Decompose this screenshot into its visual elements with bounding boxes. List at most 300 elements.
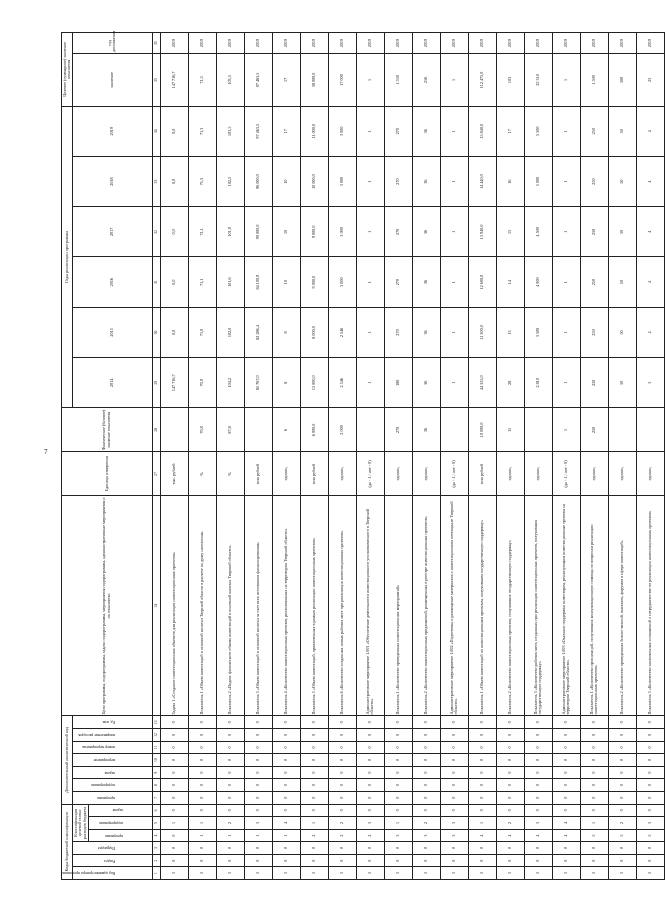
year-value-cell: 104,2 — [216, 358, 244, 408]
table-row — [412, 33, 440, 880]
target-year-cell: 2019 — [356, 33, 384, 54]
code-cell: 0 — [244, 766, 272, 779]
table-row — [608, 33, 636, 880]
target-year-cell: 2019 — [244, 33, 272, 54]
code-cell: 3 — [244, 817, 272, 830]
code-cell: 0 — [440, 754, 468, 767]
indicator-name-cell: Показатель 3 «Количество рабочих мест, созданных при реализации инвестиционных проектов, получивших государственную поддержку» — [524, 496, 552, 716]
year-value-cell: 50 — [608, 156, 636, 206]
code-cell: 3 — [188, 867, 216, 880]
year-value-cell: 1 — [552, 358, 580, 408]
year-value-cell: 71,1 — [188, 257, 216, 307]
code-cell: 0 — [384, 754, 412, 767]
target-year-cell: 2019 — [440, 33, 468, 54]
column-number-cell: 29 — [152, 358, 160, 408]
year-value-cell: 1 — [552, 106, 580, 156]
code-cell: 3 — [328, 867, 356, 880]
code-cell: 0 — [356, 729, 384, 742]
column-number-cell: 8 — [152, 779, 160, 792]
code-cell: 0 — [328, 804, 356, 817]
target-year-cell: 2019 — [216, 33, 244, 54]
code-cell: 0 — [300, 716, 328, 729]
code-cell: 0 — [552, 804, 580, 817]
rotated-page — [61, 30, 652, 880]
target-value-cell: 17 — [272, 54, 300, 106]
code-cell: 3 — [412, 867, 440, 880]
target-value-cell: 38 000,0 — [300, 54, 328, 106]
year-value-cell: 4 — [636, 106, 664, 156]
code-cell: 0 — [524, 791, 552, 804]
code-cell: 0 — [608, 729, 636, 742]
column-number-cell: 2 — [152, 854, 160, 867]
unit-cell: (да - 1 / нет - 0) — [356, 452, 384, 496]
code-cell: 0 — [384, 779, 412, 792]
code-cell: 0 — [328, 854, 356, 867]
code-cell: 0 — [412, 754, 440, 767]
code-cell: 3 — [412, 829, 440, 842]
code-cell: 0 — [580, 854, 608, 867]
unit-cell: млн рублей — [300, 452, 328, 496]
year-value-cell: 97 463,5 — [244, 106, 272, 156]
year-value-cell: 8 000,0 — [300, 307, 328, 357]
code-cell: 0 — [636, 791, 664, 804]
indicator-name-cell: Показатель 1 «Объем инвестиций по инвестиционным проектам, получившим государственную поддержку» — [468, 496, 496, 716]
unit-header: Единица измерения — [62, 452, 153, 496]
column-number-cell: 31 — [152, 257, 160, 307]
code-cell: 0 — [160, 729, 188, 742]
target-value-cell: 103,5 — [216, 54, 244, 106]
target-value-cell: 1 500 — [580, 54, 608, 106]
code-cell: 0 — [412, 791, 440, 804]
table-row — [636, 33, 664, 880]
year-value-cell: 1 — [356, 106, 384, 156]
code-cell: 0 — [412, 729, 440, 742]
year-value-cell: 1 — [356, 207, 384, 257]
year-value-cell: 1 — [440, 257, 468, 307]
target-value-cell: 216 — [412, 54, 440, 106]
target-value-cell: 71,3 — [188, 54, 216, 106]
year-value-cell: 14 440,0 — [468, 156, 496, 206]
table-row — [440, 33, 468, 880]
code-cell: 2 — [328, 829, 356, 842]
base-value-cell: 270 — [384, 408, 412, 452]
year-value-cell: 103,5 — [216, 106, 244, 156]
code-cell: 0 — [580, 791, 608, 804]
code-cell: 0 — [272, 741, 300, 754]
code-cell: 0 — [524, 766, 552, 779]
code-cell: 0 — [188, 716, 216, 729]
code-cell: 0 — [580, 754, 608, 767]
year-value-cell: 10 — [272, 207, 300, 257]
year-header: 2014 — [73, 358, 153, 408]
code-cell: 0 — [608, 842, 636, 855]
code-cell: 0 — [384, 741, 412, 754]
code-cell: 0 — [272, 791, 300, 804]
column-number-cell: 4 — [152, 829, 160, 842]
year-value-cell: 28 — [496, 358, 524, 408]
year-value-cell: 1 — [552, 156, 580, 206]
indicator-name-cell: Показатель 1 «Количество проведенных инвестиционных мероприятий» — [384, 496, 412, 716]
column-number-cell: 13 — [152, 716, 160, 729]
program-segment-header: подпрограмма — [88, 817, 152, 830]
code-cell: 0 — [244, 854, 272, 867]
code-cell: 0 — [300, 754, 328, 767]
code-cell: 0 — [356, 779, 384, 792]
code-cell: 0 — [272, 804, 300, 817]
code-cell: 0 — [188, 741, 216, 754]
code-cell: 3 — [216, 867, 244, 880]
year-value-cell: 71,3 — [188, 156, 216, 206]
year-value-cell: 250 — [580, 307, 608, 357]
code-cell: 0 — [440, 779, 468, 792]
year-value-cell: 5 000 — [524, 156, 552, 206]
code-cell: 0 — [496, 791, 524, 804]
code-cell: 0 — [188, 791, 216, 804]
year-value-cell: 16 — [496, 156, 524, 206]
activity-col-1: подпрограмма — [73, 779, 153, 792]
code-cell: 0 — [188, 754, 216, 767]
year-value-cell: 3 500 — [524, 307, 552, 357]
code-cell: 1 — [384, 817, 412, 830]
year-value-cell: 11 300,0 — [468, 307, 496, 357]
code-cell: 0 — [412, 766, 440, 779]
base-value-cell: 6 — [272, 408, 300, 452]
target-year-cell: 2019 — [384, 33, 412, 54]
year-value-cell: 250 — [580, 106, 608, 156]
years-group-header: Годы реализации программы — [62, 106, 73, 408]
code-cell: 0 — [412, 804, 440, 817]
year-value-cell: 1 — [356, 156, 384, 206]
year-value-cell: 15 — [496, 207, 524, 257]
code-cell: 0 — [160, 716, 188, 729]
code-cell: 0 — [608, 779, 636, 792]
code-cell: 3 — [608, 867, 636, 880]
code-cell: 0 — [300, 741, 328, 754]
code-cell: 3 — [300, 867, 328, 880]
year-value-cell: 44 355,0 — [468, 358, 496, 408]
code-cell: 1 — [188, 829, 216, 842]
activity-col-6: Ед. изм. — [73, 716, 153, 729]
code-cell: 0 — [384, 842, 412, 855]
code-cell: 0 — [636, 766, 664, 779]
year-value-cell: 2 546 — [328, 307, 356, 357]
code-cell: 0 — [468, 854, 496, 867]
code-cell: 0 — [524, 842, 552, 855]
year-value-cell: 1 — [440, 156, 468, 206]
base-value-cell: 1 — [552, 408, 580, 452]
code-cell: 0 — [524, 754, 552, 767]
code-cell: 0 — [272, 842, 300, 855]
activity-col-5: направление расходов — [73, 729, 153, 742]
year-value-cell: 70,9 — [188, 358, 216, 408]
code-cell: 0 — [244, 779, 272, 792]
year-value-cell: 84 100,9 — [244, 257, 272, 307]
table-row — [468, 33, 496, 880]
admin-code-header: Код администратора программы — [73, 867, 153, 880]
target-year-cell: 2019 — [160, 33, 188, 54]
code-cell: 0 — [412, 842, 440, 855]
year-value-cell: 8 — [272, 307, 300, 357]
code-cell: 0 — [608, 854, 636, 867]
unit-cell: единиц — [328, 452, 356, 496]
target-code-header: Классификация целевой статьи расходов бюджета — [73, 804, 89, 842]
code-cell: 0 — [160, 804, 188, 817]
unit-cell: % — [188, 452, 216, 496]
year-value-cell: 250 — [580, 156, 608, 206]
code-cell: 0 — [580, 779, 608, 792]
base-value-cell — [608, 408, 636, 452]
target-value-cell: 103 — [496, 54, 524, 106]
code-cell: 2 — [496, 817, 524, 830]
code-cell: 0 — [412, 854, 440, 867]
year-header: 2017 — [73, 207, 153, 257]
unit-cell: единиц — [608, 452, 636, 496]
code-cell: 4 — [468, 829, 496, 842]
year-header: 2018 — [73, 156, 153, 206]
code-cell: 3 — [440, 817, 468, 830]
code-cell: 0 — [636, 779, 664, 792]
year-value-cell: 4 500 — [524, 207, 552, 257]
year-value-cell: 3 000 — [328, 156, 356, 206]
year-value-cell: 180 — [384, 358, 412, 408]
year-value-cell: 50 — [608, 257, 636, 307]
code-cell: 0 — [328, 779, 356, 792]
program-indicators-table — [61, 32, 665, 880]
year-value-cell: 250 — [580, 358, 608, 408]
table-body — [160, 33, 664, 880]
code-cell: 0 — [216, 729, 244, 742]
column-number-cell: 10 — [152, 754, 160, 767]
code-cell: 0 — [524, 804, 552, 817]
activity-header: Дополнительный аналитический код — [62, 716, 73, 804]
code-cell: 0 — [440, 804, 468, 817]
code-cell: 0 — [524, 741, 552, 754]
year-value-cell: 50 — [608, 307, 636, 357]
year-value-cell: 1 — [356, 358, 384, 408]
year-value-cell: 71,1 — [188, 207, 216, 257]
table-row — [496, 33, 524, 880]
code-cell: 0 — [580, 716, 608, 729]
target-year-cell: 2019 — [636, 33, 664, 54]
target-value-cell: 97 463,5 — [244, 54, 272, 106]
table-row — [272, 33, 300, 880]
code-cell: 3 — [552, 867, 580, 880]
code-cell: 0 — [356, 791, 384, 804]
code-cell: 0 — [412, 779, 440, 792]
column-number-cell: 33 — [152, 156, 160, 206]
code-cell: 0 — [160, 754, 188, 767]
code-cell: 0 — [468, 741, 496, 754]
code-cell: 0 — [524, 729, 552, 742]
code-cell: 0 — [608, 766, 636, 779]
column-number-cell: 9 — [152, 766, 160, 779]
target-year-cell: 2019 — [496, 33, 524, 54]
code-cell: 0 — [188, 766, 216, 779]
base-value-cell: 10 000,0 — [468, 408, 496, 452]
code-cell: 0 — [608, 804, 636, 817]
program-segment-header: задача — [88, 804, 152, 817]
target-value-cell: 1 — [552, 54, 580, 106]
base-value-cell — [636, 408, 664, 452]
year-value-cell: 36 — [412, 307, 440, 357]
year-value-cell: 0,0 — [160, 307, 188, 357]
table-row — [580, 33, 608, 880]
unit-cell: млн рублей — [244, 452, 272, 496]
activity-col-0: программа — [73, 791, 153, 804]
year-value-cell: 36 — [412, 106, 440, 156]
year-value-cell: 12 600,0 — [468, 257, 496, 307]
code-cell: 0 — [524, 854, 552, 867]
year-value-cell: 3 000 — [328, 207, 356, 257]
code-cell: 0 — [356, 804, 384, 817]
year-value-cell: 17 — [496, 106, 524, 156]
year-value-cell: 71,3 — [188, 106, 216, 156]
code-cell: 0 — [272, 729, 300, 742]
target-value-cell: 112 475,0 — [468, 54, 496, 106]
code-cell: 0 — [384, 804, 412, 817]
code-cell: 0 — [608, 791, 636, 804]
code-cell: 0 — [496, 754, 524, 767]
code-cell: 0 — [412, 741, 440, 754]
code-cell: 0 — [440, 842, 468, 855]
year-value-cell: 3 000 — [328, 106, 356, 156]
indicator-name-cell: Административное мероприятие 1.002 «Подготовка и размещение материалов о инвестиционном потенциале Тверской области» — [440, 496, 468, 716]
indicator-name-cell: Показатель 2 «Индекс физического объема инвестиций в основной капитал Тверской области» — [216, 496, 244, 716]
target-value-cell: 25 310 — [524, 54, 552, 106]
base-value-cell — [244, 408, 272, 452]
indicator-name-cell: Административное мероприятие 1.001 «Обеспечение деятельности инвестиционного уполномоченного в Тверской области» — [356, 496, 384, 716]
year-value-cell: 1 — [552, 257, 580, 307]
year-value-cell: 1 — [440, 106, 468, 156]
column-number-cell: 34 — [152, 106, 160, 156]
code-cell: 0 — [160, 854, 188, 867]
table-row — [524, 33, 552, 880]
code-cell: 0 — [440, 741, 468, 754]
code-cell: 3 — [272, 867, 300, 880]
code-cell: 0 — [356, 754, 384, 767]
year-value-cell: 1 — [356, 257, 384, 307]
code-cell: 3 — [160, 867, 188, 880]
code-cell: 0 — [384, 766, 412, 779]
year-value-cell: 17 — [272, 106, 300, 156]
year-value-cell: 1 — [356, 307, 384, 357]
base-value-cell: 250 — [580, 408, 608, 452]
code-cell: 0 — [328, 842, 356, 855]
code-cell: 0 — [580, 804, 608, 817]
code-cell: 0 — [552, 854, 580, 867]
code-cell: 3 — [496, 867, 524, 880]
code-cell: 0 — [272, 766, 300, 779]
target-year-cell: 2019 — [328, 33, 356, 54]
target-year-cell: 2019 — [300, 33, 328, 54]
code-cell: 0 — [496, 842, 524, 855]
code-cell: 3 — [524, 817, 552, 830]
code-cell: 0 — [216, 716, 244, 729]
indicator-name-cell: Показатель 1 «Количество организаций, получивших консультационную помощь по вопросам реализации инвестиционных проектов» — [580, 496, 608, 716]
base-value-cell — [524, 408, 552, 452]
year-value-cell: 2 546 — [328, 358, 356, 408]
target-header: Целевое (суммарное) значение показателя — [62, 33, 73, 107]
year-value-cell: 5 500 — [524, 106, 552, 156]
code-cell: 2 — [328, 817, 356, 830]
year-value-cell: 9 000,0 — [300, 257, 328, 307]
section-header: Раздел — [73, 854, 153, 867]
year-value-cell: 270 — [384, 257, 412, 307]
code-cell: 0 — [608, 716, 636, 729]
code-cell: 0 — [496, 804, 524, 817]
code-cell: 3 — [636, 867, 664, 880]
code-cell: 0 — [216, 741, 244, 754]
year-value-cell: 13 000,0 — [300, 358, 328, 408]
year-value-cell: 250 — [580, 207, 608, 257]
year-value-cell: 90 000,0 — [244, 207, 272, 257]
unit-cell: % — [216, 452, 244, 496]
code-cell: 0 — [328, 766, 356, 779]
year-value-cell: 0,0 — [160, 156, 188, 206]
unit-cell: единиц — [384, 452, 412, 496]
indicator-name-cell: Показатель 2 «Количество инвестиционных проектов, получивших государственную поддержку» — [496, 496, 524, 716]
code-cell: 0 — [496, 716, 524, 729]
year-value-cell: 36 — [412, 156, 440, 206]
target-year-header: год достижения — [73, 33, 153, 54]
indicator-name-cell: Показатель 2 «Количество проведенных бизнес-миссий, выставок, форумов в сфере инвестиций» — [608, 496, 636, 716]
column-number-cell: 7 — [152, 791, 160, 804]
year-value-cell: 82 286,4 — [244, 307, 272, 357]
column-number-cell: 30 — [152, 307, 160, 357]
year-value-cell: 8 — [272, 358, 300, 408]
year-value-cell: 36 — [412, 207, 440, 257]
actual-header: Фактическое (базовое) значение показателя — [62, 408, 153, 452]
code-cell: 0 — [468, 766, 496, 779]
code-cell: 0 — [580, 842, 608, 855]
indicators-header: Цели программы, подпрограммы, задачи подпрограммы, мероприятия подпрограммы, административные мероприятия и их показатели — [62, 496, 153, 716]
year-value-cell: 101,9 — [216, 207, 244, 257]
code-cell: 0 — [580, 766, 608, 779]
unit-cell: единиц — [496, 452, 524, 496]
code-cell: 3 — [384, 867, 412, 880]
year-value-cell: 250 — [580, 257, 608, 307]
indicator-name-cell: Показатель 3 «Объем инвестиций в основной капитал за счет всех источников финансирования» — [244, 496, 272, 716]
code-cell: 0 — [328, 791, 356, 804]
unit-cell: единиц — [580, 452, 608, 496]
target-value-cell: 17 000 — [328, 54, 356, 106]
code-cell: 3 — [440, 867, 468, 880]
table-row — [384, 33, 412, 880]
year-header: 2019 — [73, 106, 153, 156]
code-cell: 3 — [440, 829, 468, 842]
year-value-cell: 10 — [272, 156, 300, 206]
year-value-cell: 4 — [636, 156, 664, 206]
column-number-cell: 14 — [152, 496, 160, 716]
activity-col-4: номер мероприятия — [73, 741, 153, 754]
code-cell: 0 — [244, 741, 272, 754]
code-cell: 0 — [160, 829, 188, 842]
table-row — [160, 33, 188, 880]
code-cell: 0 — [244, 716, 272, 729]
year-value-cell: 1 — [552, 207, 580, 257]
code-cell: 0 — [356, 766, 384, 779]
activity-col-2: задача — [73, 766, 153, 779]
code-cell: 4 — [552, 829, 580, 842]
target-value-cell: 1 — [440, 54, 468, 106]
year-value-cell: 9 000,0 — [300, 207, 328, 257]
code-cell: 0 — [636, 804, 664, 817]
base-value-cell: 70,8 — [188, 408, 216, 452]
code-cell: 0 — [188, 779, 216, 792]
code-cell: 0 — [300, 791, 328, 804]
year-value-cell: 50 — [608, 106, 636, 156]
code-cell: 4 — [272, 817, 300, 830]
